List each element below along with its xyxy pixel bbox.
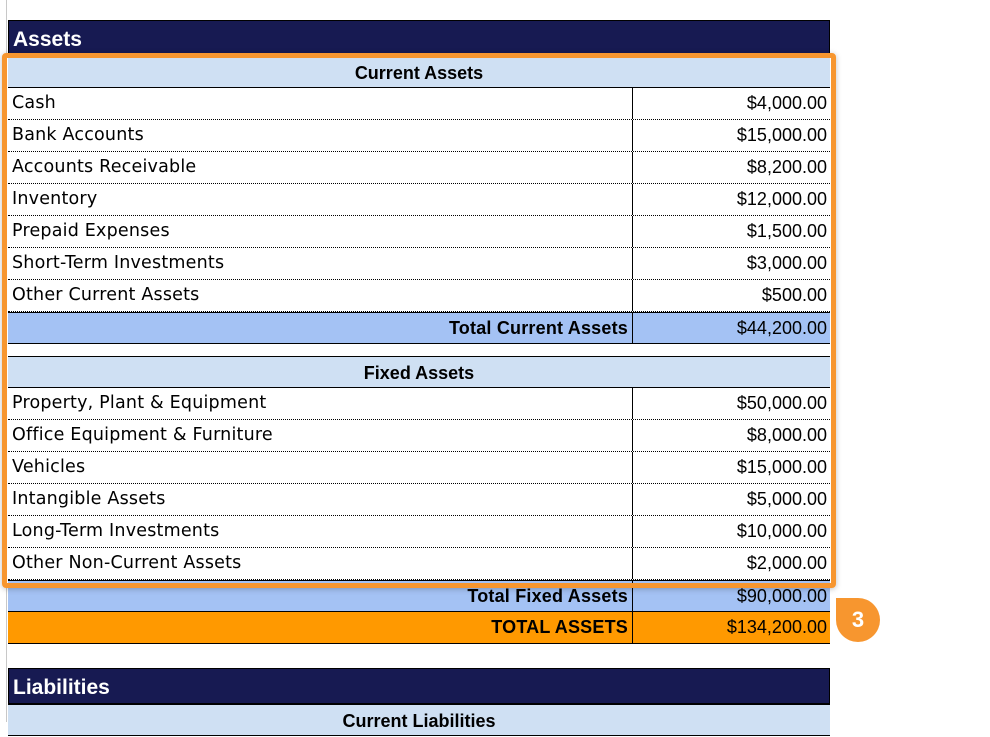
- row-value[interactable]: $10,000.00: [736, 521, 827, 541]
- row-value[interactable]: $4,000.00: [746, 93, 827, 113]
- liabilities-header: Liabilities: [8, 668, 830, 704]
- row-label: Vehicles: [8, 452, 633, 483]
- row-label: Accounts Receivable: [8, 152, 633, 183]
- row-label: Short-Term Investments: [8, 248, 633, 279]
- current-assets-subheader: Current Assets: [8, 56, 830, 88]
- total-fixed-assets-label: Total Fixed Assets: [8, 581, 633, 611]
- fixed-assets-rows: [8, 388, 830, 580]
- table-row[interactable]: [8, 548, 830, 580]
- table-row[interactable]: [8, 120, 830, 152]
- step-number-badge: 3: [836, 598, 880, 642]
- balance-sheet: [8, 0, 830, 736]
- row-value[interactable]: $2,000.00: [746, 553, 827, 573]
- table-row[interactable]: [8, 248, 830, 280]
- table-row[interactable]: [8, 280, 830, 312]
- row-label: Other Non-Current Assets: [8, 548, 633, 579]
- total-current-assets-row[interactable]: [8, 312, 830, 344]
- table-row[interactable]: [8, 88, 830, 120]
- table-row[interactable]: [8, 388, 830, 420]
- row-value[interactable]: $500.00: [761, 285, 827, 305]
- total-current-assets-label: Total Current Assets: [8, 313, 633, 343]
- total-current-assets-value[interactable]: $44,200.00: [736, 318, 827, 338]
- row-label: Prepaid Expenses: [8, 216, 633, 247]
- row-label: Intangible Assets: [8, 484, 633, 515]
- table-row[interactable]: [8, 452, 830, 484]
- row-value[interactable]: $5,000.00: [746, 489, 827, 509]
- row-label: Cash: [8, 88, 633, 119]
- row-label: Office Equipment & Furniture: [8, 420, 633, 451]
- total-assets-value[interactable]: $134,200.00: [726, 617, 827, 637]
- table-row[interactable]: [8, 484, 830, 516]
- row-label: Other Current Assets: [8, 280, 633, 311]
- row-label: Inventory: [8, 184, 633, 215]
- row-label: Bank Accounts: [8, 120, 633, 151]
- current-assets-rows: [8, 88, 830, 312]
- fixed-assets-subheader: Fixed Assets: [8, 356, 830, 388]
- total-fixed-assets-value[interactable]: $90,000.00: [736, 586, 827, 606]
- table-row[interactable]: [8, 516, 830, 548]
- row-value[interactable]: $3,000.00: [746, 253, 827, 273]
- row-value[interactable]: $50,000.00: [736, 393, 827, 413]
- row-gutter: [0, 0, 7, 722]
- table-row[interactable]: [8, 420, 830, 452]
- assets-header: Assets: [8, 20, 830, 56]
- row-value[interactable]: $8,200.00: [746, 157, 827, 177]
- current-liabilities-subheader: Current Liabilities: [8, 704, 830, 736]
- row-value[interactable]: $8,000.00: [746, 425, 827, 445]
- table-row[interactable]: [8, 216, 830, 248]
- row-label: Property, Plant & Equipment: [8, 388, 633, 419]
- row-value[interactable]: $15,000.00: [736, 457, 827, 477]
- total-assets-label: TOTAL ASSETS: [8, 612, 633, 643]
- total-fixed-assets-row[interactable]: [8, 580, 830, 612]
- total-assets-row[interactable]: [8, 612, 830, 644]
- row-value[interactable]: $12,000.00: [736, 189, 827, 209]
- row-value[interactable]: $15,000.00: [736, 125, 827, 145]
- row-label: Long-Term Investments: [8, 516, 633, 547]
- table-row[interactable]: [8, 152, 830, 184]
- row-value[interactable]: $1,500.00: [746, 221, 827, 241]
- table-row[interactable]: [8, 184, 830, 216]
